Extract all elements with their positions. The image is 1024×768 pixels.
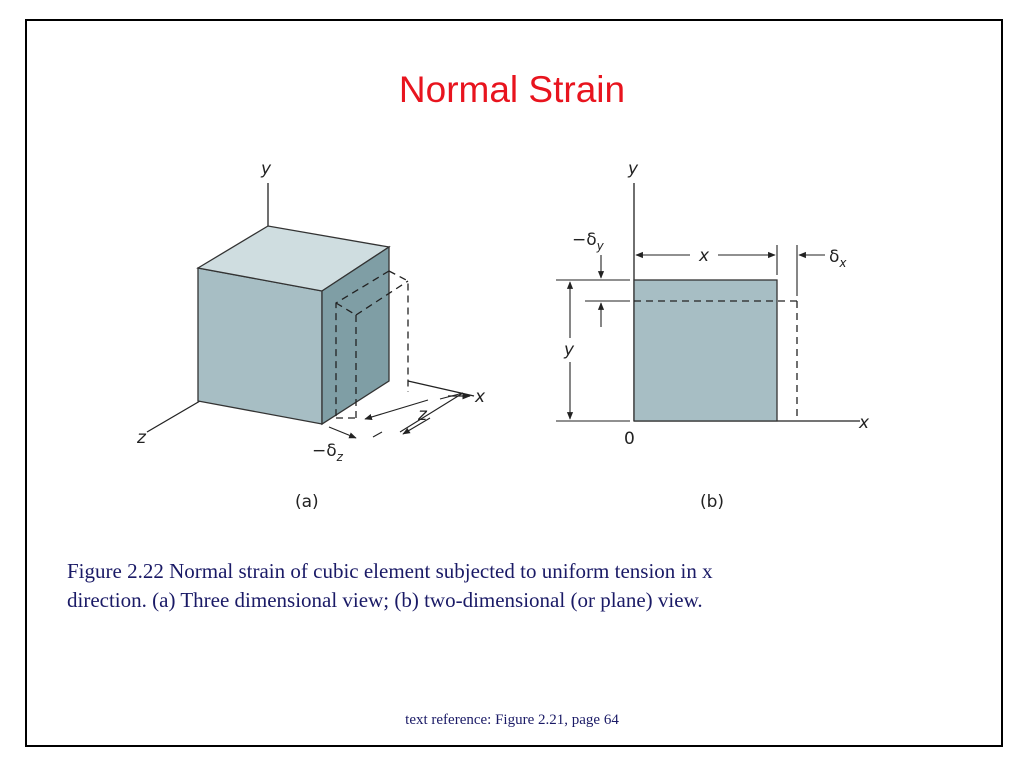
y-dim-label: y [564,340,575,360]
a-y-label: y [261,159,272,179]
delta-y-label: $-\delta_y$ [572,230,604,253]
x-dim-label: x [699,246,710,266]
a-x-axis [408,381,474,396]
origin-label: 0 [624,429,635,449]
b-x-label: x [859,413,870,433]
a-z-axis [147,401,200,432]
figure-caption [67,557,887,615]
delta-z-label: $-\delta_z$ [312,441,343,464]
a-x-label: x [475,387,486,407]
a-z-label: z [137,428,146,448]
figure-b [556,159,870,512]
figure-b-sublabel: (b) [700,492,725,512]
b-y-label: y [628,159,639,179]
text-reference: text reference: Figure 2.21, page 64 [405,712,619,728]
delta-x-label: $\delta_x$ [829,247,847,270]
cube-front-face [198,268,322,424]
caption-line-2: direction. (a) Three dimensional view; (b) two-dimensional (or plane) view. [67,588,703,612]
caption-line-1: Figure 2.22 Normal strain of cubic element subjected to uniform tension in x [67,559,713,583]
figure-a [136,159,486,512]
z-dim-label: z [418,405,427,425]
slide-title: Normal Strain [398,69,626,110]
figure-a-sublabel: (a) [295,492,319,512]
